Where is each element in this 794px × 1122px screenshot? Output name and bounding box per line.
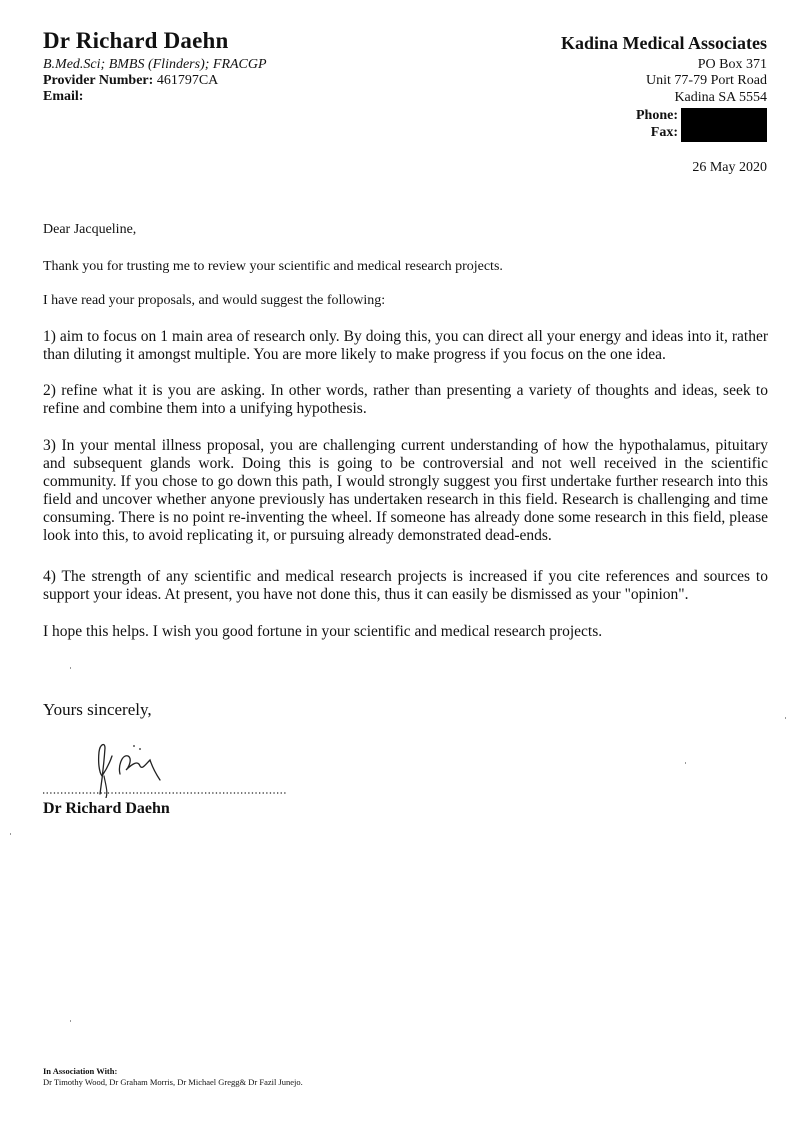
- phone-label: Phone:: [636, 108, 678, 123]
- scan-speck: [70, 1020, 71, 1022]
- handwritten-signature: [42, 740, 292, 798]
- doctor-name: Dr Richard Daehn: [43, 28, 229, 53]
- phone-redaction: [681, 108, 767, 125]
- signatory-name: Dr Richard Daehn: [43, 800, 170, 817]
- address-line-2: Unit 77-79 Port Road: [646, 73, 767, 88]
- fax-label: Fax:: [650, 125, 678, 140]
- address-line-3: Kadina SA 5554: [674, 90, 767, 105]
- footer-associates: Dr Timothy Wood, Dr Graham Morris, Dr Michael Gregg& Dr Fazil Junejo.: [43, 1077, 303, 1087]
- greeting: Dear Jacqueline,: [43, 222, 137, 237]
- fax-row: [651, 124, 767, 142]
- scan-speck: [685, 762, 686, 764]
- provider-number-label: Provider Number:: [43, 73, 154, 88]
- footer-heading: In Association With:: [43, 1066, 118, 1076]
- paragraph-point-4: 4) The strength of any scientific and medical research projects is increased if you cite references and sources to support your ideas. At present, you have not done this, thus it can easily be dismissed as your "opinion".: [43, 568, 768, 603]
- provider-number: 461797CA: [156, 73, 219, 88]
- paragraph-point-1: 1) aim to focus on 1 main area of research only. By doing this, you can direct all your energy and ideas into it, rather than diluting it amongst multiple. You are more likely to make progress if you focus on the one idea.: [43, 328, 768, 363]
- letter-date: 26 May 2020: [692, 160, 767, 175]
- scan-speck: [785, 717, 786, 719]
- phone-row: [636, 107, 767, 125]
- practice-name: Kadina Medical Associates: [561, 33, 767, 53]
- scan-speck: [10, 833, 11, 835]
- address-line-1: PO Box 371: [697, 57, 767, 72]
- email-label: Email:: [43, 89, 84, 104]
- paragraph-hope: I hope this helps. I wish you good fortune in your scientific and medical research projects.: [43, 623, 603, 640]
- paragraph-point-3: 3) In your mental illness proposal, you are challenging current understanding of how the hypothalamus, pituitary and subsequent glands work. Doing this is going to be controversial and not well received in the scientific community. If you chose to go down this path, I would strongly suggest you first undertake further research into this field and uncover whether anyone previously has undertaken research in this field. Research is challenging and time consuming. There is no point re-inventing the wheel. If someone has already done some research in this field, please look into this, to avoid replicating it, or pursuing already demonstrated dead-ends.: [43, 437, 768, 544]
- scan-speck: [70, 667, 71, 669]
- doctor-qualifications: B.Med.Sci; BMBS (Flinders); FRACGP: [43, 57, 267, 72]
- sign-off: Yours sincerely,: [43, 700, 152, 719]
- fax-redaction: [681, 125, 767, 142]
- paragraph-point-2: 2) refine what it is you are asking. In other words, rather than presenting a variety of thoughts and ideas, seek to refine and combine them into a unifying hypothesis.: [43, 382, 768, 417]
- paragraph-intro: I have read your proposals, and would suggest the following:: [43, 293, 386, 308]
- paragraph-thanks: Thank you for trusting me to review your scientific and medical research projects.: [43, 259, 503, 274]
- provider-number-line: [43, 73, 218, 89]
